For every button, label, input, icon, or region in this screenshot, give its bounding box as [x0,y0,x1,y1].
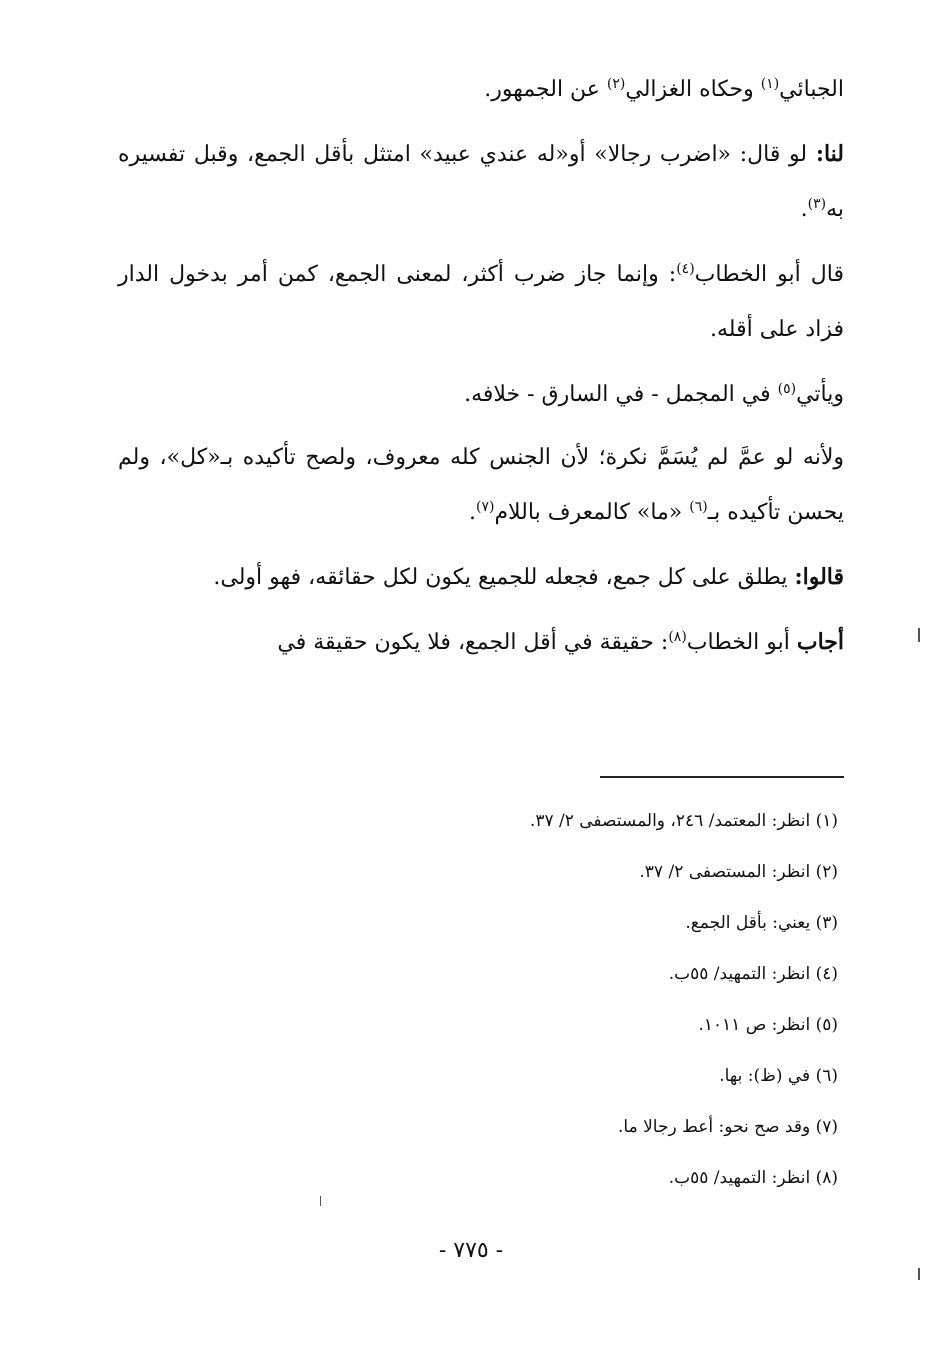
paragraph-text: أبو الخطاب [686,630,797,655]
paragraph-text: في المجمل - في السارق - خلافه. [464,382,778,407]
paragraph [118,550,844,605]
footnote: (٥) انظر: ص ١٠١١. [698,1015,838,1035]
paragraph-text: قال أبو الخطاب [694,262,845,287]
paragraph [118,367,844,422]
footnote-separator [600,776,844,778]
paragraph-text: يطلق على كل جمع، فجعله للجميع يكون لكل حقائقه، فهو أولى. [213,565,795,590]
paragraph-text: لو قال: «اضرب رجالا» أو«له عندي عبيد» امتثل بأقل الجمع، وقبل تفسيره به [118,142,844,222]
footnote-ref: (٥) [777,381,797,397]
footnote-ref: (٦) [689,499,708,515]
paragraph-text: ويأتي [796,382,844,407]
paragraph-text: ولأنه لو عمَّ لم يُسَمَّ نكرة؛ لأن الجنس كله معروف، ولصح تأكيده بـ«كل»، ولم يحسن تأكيده بـ [118,445,844,525]
footnote-ref: (٣) [807,196,827,212]
scan-edge-mark [918,1268,920,1280]
footnote: (١) انظر: المعتمد/ ٢٤٦، والمستصفى ٢/ ٣٧. [529,811,838,831]
page-number: - ٧٧٥ - [438,1238,504,1263]
scan-edge-mark [918,628,920,642]
footnote: (٢) انظر: المستصفى ٢/ ٣٧. [639,862,838,882]
footnote-ref: (٤) [676,261,695,277]
footnote-ref: (٧) [475,499,495,515]
paragraph-text: : وإنما جاز ضرب أكثر، لمعنى الجمع، كمن أمر بدخول الدار فزاد على أقله. [118,262,844,342]
paragraph-text: عن الجمهور. [484,77,607,102]
paragraph-text: . [468,500,476,525]
paragraph-text: وحكاه الغزالي [625,77,761,102]
scan-edge-mark [320,1196,321,1206]
paragraph [118,247,844,357]
paragraph-text: . [800,197,808,222]
paragraph-text: «ما» كالمعرف باللام [494,500,690,525]
main-text [118,62,844,680]
paragraph-lead-word: لنا: [815,141,844,167]
footnote-ref: (٢) [606,76,626,92]
paragraph [118,430,844,540]
paragraph [118,127,844,237]
paragraph [118,62,844,117]
footnote-ref: (٨) [668,629,687,645]
footnote-ref: (١) [760,76,780,92]
footnote: (٤) انظر: التمهيد/ ٥٥ب. [668,964,838,984]
paragraph-lead-word: أجاب [796,629,844,655]
footnote: (٣) يعني: بأقل الجمع. [685,913,838,933]
footnote: (٧) وقد صح نحو: أعط رجالا ما. [617,1117,838,1137]
footnote: (٨) انظر: التمهيد/ ٥٥ب. [668,1168,838,1188]
paragraph-text: الجبائي [779,77,844,102]
paragraph-text: : حقيقة في أقل الجمع، فلا يكون حقيقة في [277,630,669,655]
footnotes [118,796,838,1204]
footnote: (٦) في (ظ): بها. [719,1066,838,1086]
paragraph [118,615,844,670]
paragraph-lead-word: قالوا: [794,564,844,590]
